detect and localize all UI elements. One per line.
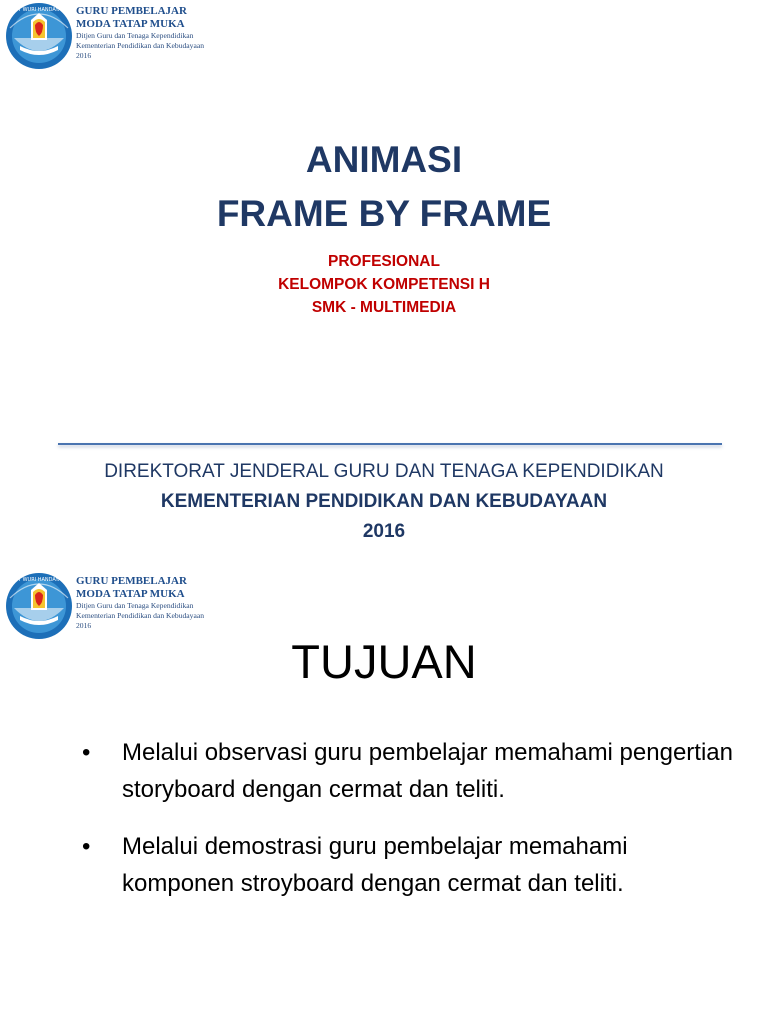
tut-wuri-handayani-logo-icon	[4, 2, 74, 70]
bullet-item	[82, 828, 742, 902]
subtitle-line-2: KELOMPOK KOMPETENSI H	[278, 276, 490, 293]
slide-tujuan	[0, 570, 768, 1024]
footer-ministry: KEMENTERIAN PENDIDIKAN DAN KEBUDAYAAN	[160, 491, 608, 512]
footer-year: 2016	[362, 521, 406, 542]
slide-heading: TUJUAN	[291, 635, 477, 688]
header-directorate: Ditjen Guru dan Tenaga Kependidikan	[76, 601, 194, 610]
slide-title-text	[0, 133, 768, 241]
bullet-dot-icon: •	[82, 833, 91, 860]
header-year: 2016	[76, 621, 92, 630]
header-program-mode: MODA TATAP MUKA	[76, 588, 185, 600]
header-text	[76, 5, 246, 61]
header-branding	[4, 2, 234, 72]
bullet-text: Melalui observasi guru pembelajar memahami pengertian storyboard dengan cermat dan teliti.	[122, 739, 733, 803]
header-ministry: Kementerian Pendidikan dan Kebudayaan	[76, 41, 204, 50]
bullet-list	[82, 734, 742, 922]
subtitle-line-3: SMK - MULTIMEDIA	[311, 299, 457, 316]
header-program-title: GURU PEMBELAJAR	[76, 5, 187, 17]
slide-subtitle	[0, 250, 768, 319]
header-directorate: Ditjen Guru dan Tenaga Kependidikan	[76, 31, 194, 40]
slide-footer	[0, 457, 768, 547]
divider-line	[58, 443, 722, 445]
svg-text:TUT WURI HANDAYANI: TUT WURI HANDAYANI	[11, 7, 67, 13]
header-program-mode: MODA TATAP MUKA	[76, 18, 185, 30]
bullet-item	[82, 734, 742, 808]
title-line-2: FRAME BY FRAME	[216, 193, 552, 234]
footer-directorate: DIREKTORAT JENDERAL GURU DAN TENAGA KEPENDIDIKAN	[104, 461, 664, 482]
bullet-text: Melalui demostrasi guru pembelajar memahami komponen stroyboard dengan cermat dan teliti.	[122, 833, 628, 897]
subtitle-line-1: PROFESIONAL	[328, 253, 440, 270]
header-program-title: GURU PEMBELAJAR	[76, 575, 187, 587]
header-ministry: Kementerian Pendidikan dan Kebudayaan	[76, 611, 204, 620]
svg-text:TUT WURI HANDAYANI: TUT WURI HANDAYANI	[11, 577, 67, 583]
bullet-dot-icon: •	[82, 739, 91, 766]
title-line-1: ANIMASI	[305, 139, 463, 180]
tut-wuri-handayani-logo-icon	[4, 572, 74, 640]
header-year: 2016	[76, 51, 92, 60]
header-text	[76, 575, 246, 631]
